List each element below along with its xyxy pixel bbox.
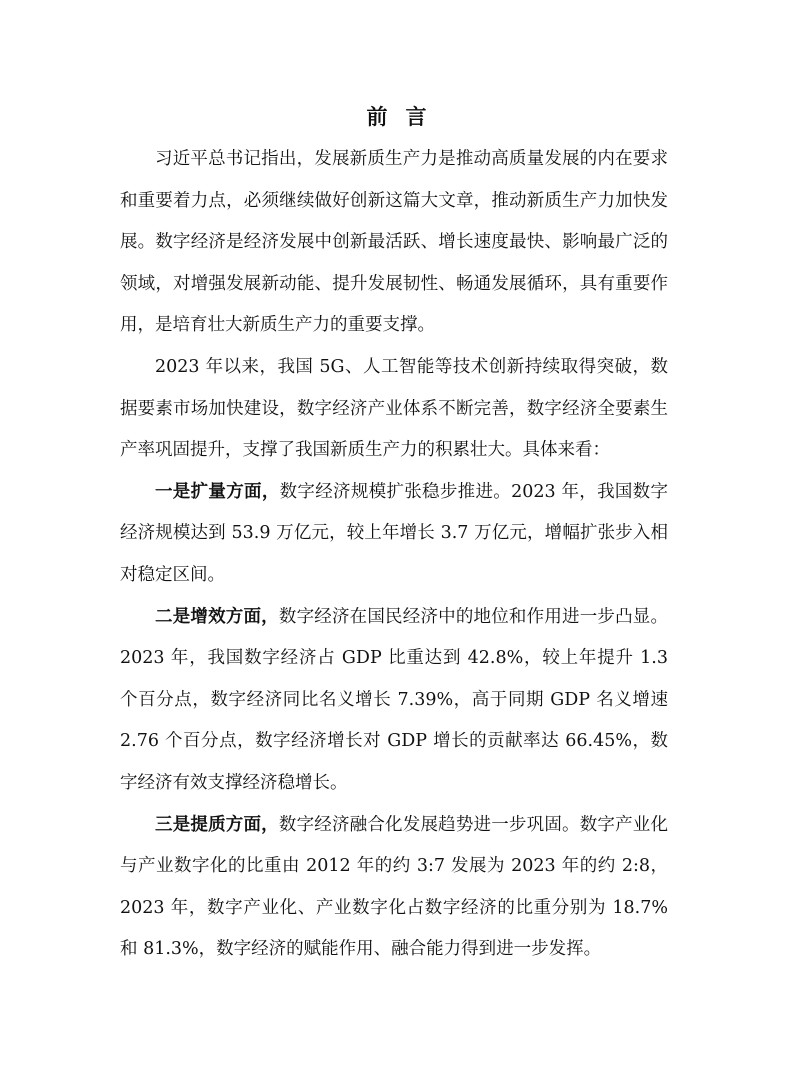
page-title: 前言	[366, 105, 445, 129]
paragraph-text: 数字经济在国民经济中的地位和作用进一步凸显。2023 年，我国数字经济占 GDP 比重达到 42.8%，较上年提升 1.3 个百分点，数字经济同比名义增长 7.39%，高于同期 GDP 名义增速 2.76 个百分点，数字经济增长对 GDP 增长的贡献率达 66.45%，数字经济有效支撑经济稳增长。	[120, 606, 668, 793]
paragraph-quality	[120, 805, 668, 971]
paragraph-lead: 一是扩量方面，	[155, 481, 280, 502]
paragraph-efficiency	[120, 597, 668, 805]
paragraph-text: 数字经济融合化发展趋势进一步巩固。数字产业化与产业数字化的比重由 2012 年的约 3:7 发展为 2023 年的约 2:8，2023 年，数字产业化、产业数字化占数字经济的比重分别为 18.7% 和 81.3%，数字经济的赋能作用、融合能力得到进一步发挥。	[120, 814, 668, 960]
paragraph-scale	[120, 472, 668, 597]
paragraph-lead: 三是提质方面，	[155, 814, 279, 835]
paragraph-intro	[120, 139, 668, 347]
document-body	[120, 139, 668, 971]
paragraph-overview	[120, 347, 668, 472]
paragraph-text: 2023 年以来，我国 5G、人工智能等技术创新持续取得突破，数据要素市场加快建设，数字经济产业体系不断完善，数字经济全要素生产率巩固提升，支撑了我国新质生产力的积累壮大。具体来看：	[120, 356, 668, 461]
paragraph-text: 数字经济规模扩张稳步推进。2023 年，我国数字经济规模达到 53.9 万亿元，较上年增长 3.7 万亿元，增幅扩张步入相对稳定区间。	[120, 481, 668, 585]
paragraph-lead: 二是增效方面，	[155, 606, 279, 627]
paragraph-text: 习近平总书记指出，发展新质生产力是推动高质量发展的内在要求和重要着力点，必须继续做好创新这篇大文章，推动新质生产力加快发展。数字经济是经济发展中创新最活跃、增长速度最快、影响最广泛的领域，对增强发展新动能、提升发展韧性、畅通发展循环，具有重要作用，是培育壮大新质生产力的重要支撑。	[120, 149, 668, 336]
